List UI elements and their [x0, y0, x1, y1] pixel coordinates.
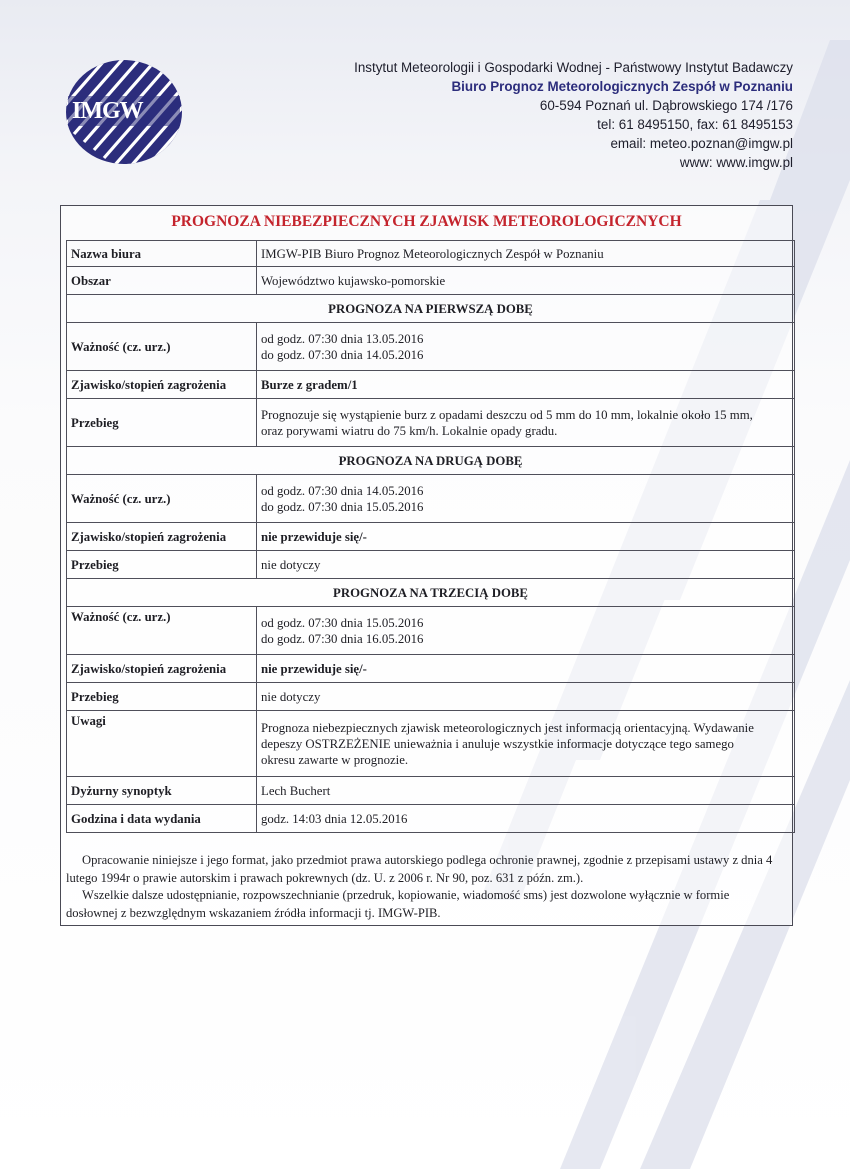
- imgw-logo: [64, 58, 184, 166]
- day1-validity-value: [257, 323, 795, 371]
- day1-phenomenon-row: [67, 371, 795, 399]
- day2-validity-from: od godz. 07:30 dnia 14.05.2016: [261, 483, 424, 498]
- issued-row: [67, 805, 795, 833]
- day1-heading: PROGNOZA NA PIERWSZĄ DOBĘ: [67, 295, 795, 323]
- day1-validity-from: od godz. 07:30 dnia 13.05.2016: [261, 331, 424, 346]
- day2-course-value: nie dotyczy: [257, 551, 795, 579]
- area-label: Obszar: [67, 267, 257, 295]
- day2-phenomenon-label: Zjawisko/stopień zagrożenia: [67, 523, 257, 551]
- day2-phenomenon-value: nie przewiduje się/-: [257, 523, 795, 551]
- remarks-line2: depeszy OSTRZEŻENIE unieważnia i anuluje wszystkie informacje dotyczące tego samego: [261, 736, 734, 751]
- day1-heading-row: [67, 295, 795, 323]
- day2-validity-to: do godz. 07:30 dnia 15.05.2016: [261, 499, 424, 514]
- day3-validity-row: [67, 607, 795, 655]
- synoptic-value: Lech Buchert: [257, 777, 795, 805]
- day2-validity-row: [67, 475, 795, 523]
- day3-validity-value: [257, 607, 795, 655]
- office-address: 60-594 Poznań ul. Dąbrowskiego 174 /176: [539, 98, 793, 113]
- day3-phenomenon-row: [67, 655, 795, 683]
- institute-header: [273, 58, 793, 172]
- day1-course-label: Przebieg: [67, 399, 257, 447]
- day1-validity-row: [67, 323, 795, 371]
- remarks-row: [67, 711, 795, 777]
- day3-course-label: Przebieg: [67, 683, 257, 711]
- row-area: [67, 267, 795, 295]
- day2-course-row: [67, 551, 795, 579]
- day3-validity-label: Ważność (cz. urz.): [67, 607, 257, 655]
- day1-course-row: [67, 399, 795, 447]
- remarks-value: [257, 711, 795, 777]
- office-email[interactable]: email: meteo.poznan@imgw.pl: [610, 136, 793, 151]
- day2-validity-value: [257, 475, 795, 523]
- day3-validity-from: od godz. 07:30 dnia 15.05.2016: [261, 615, 424, 630]
- day2-phenomenon-row: [67, 523, 795, 551]
- issued-label: Godzina i data wydania: [67, 805, 257, 833]
- office-label: Nazwa biura: [67, 241, 257, 267]
- day1-course-line2: oraz porywami wiatru do 75 km/h. Lokalnie opady gradu.: [261, 423, 558, 438]
- day1-phenomenon-label: Zjawisko/stopień zagrożenia: [67, 371, 257, 399]
- day3-phenomenon-label: Zjawisko/stopień zagrożenia: [67, 655, 257, 683]
- office-name: Biuro Prognoz Meteorologicznych Zespół w Poznaniu: [451, 79, 793, 94]
- remarks-line1: Prognoza niebezpiecznych zjawisk meteorologicznych jest informacją orientacyjną. Wydawanie: [261, 720, 754, 735]
- synoptic-row: [67, 777, 795, 805]
- office-website[interactable]: www: www.imgw.pl: [679, 155, 793, 170]
- area-value: Województwo kujawsko-pomorskie: [257, 267, 795, 295]
- distribution-note: Wszelkie dalsze udostępnianie, rozpowszechnianie (przedruk, kopiowanie, wiadomość sms) jest dozwolone wyłącznie w formie dosłownej z bezwzględnym wskazaniem źródła informacji tj. IMGW-PIB.: [66, 888, 730, 920]
- day1-validity-label: Ważność (cz. urz.): [67, 323, 257, 371]
- remarks-label: Uwagi: [67, 711, 257, 777]
- day3-course-row: [67, 683, 795, 711]
- day2-heading: PROGNOZA NA DRUGĄ DOBĘ: [67, 447, 795, 475]
- legal-footer: [66, 852, 784, 922]
- forecast-table: [66, 240, 795, 833]
- day1-course-value: [257, 399, 795, 447]
- day2-heading-row: [67, 447, 795, 475]
- office-value: IMGW-PIB Biuro Prognoz Meteorologicznych Zespół w Poznaniu: [257, 241, 795, 267]
- day2-validity-label: Ważność (cz. urz.): [67, 475, 257, 523]
- row-office: [67, 241, 795, 267]
- form-title: PROGNOZA NIEBEZPIECZNYCH ZJAWISK METEOROLOGICZNYCH: [171, 213, 682, 230]
- day3-phenomenon-value: nie przewiduje się/-: [257, 655, 795, 683]
- office-phone: tel: 61 8495150, fax: 61 8495153: [597, 117, 793, 132]
- day3-validity-to: do godz. 07:30 dnia 16.05.2016: [261, 631, 424, 646]
- day3-course-value: nie dotyczy: [257, 683, 795, 711]
- day3-heading-row: [67, 579, 795, 607]
- day1-course-line1: Prognozuje się wystąpienie burz z opadami deszczu od 5 mm do 10 mm, lokalnie około 15 mm,: [261, 407, 753, 422]
- synoptic-label: Dyżurny synoptyk: [67, 777, 257, 805]
- copyright-note: Opracowanie niniejsze i jego format, jako przedmiot prawa autorskiego podlega ochronie prawnej, zgodnie z przepisami ustawy z dnia 4 lutego 1994r o prawie autorskim i prawach pokrewnych (dz. U. z 2006 r. Nr 90, poz. 631 z późn. zm.).: [66, 853, 773, 885]
- logo-lettering: IMGW: [72, 98, 143, 124]
- day1-validity-to: do godz. 07:30 dnia 14.05.2016: [261, 347, 424, 362]
- day2-course-label: Przebieg: [67, 551, 257, 579]
- institute-name: Instytut Meteorologii i Gospodarki Wodnej - Państwowy Instytut Badawczy: [354, 60, 793, 75]
- remarks-line3: okresu zawarte w prognozie.: [261, 752, 409, 767]
- issued-value: godz. 14:03 dnia 12.05.2016: [257, 805, 795, 833]
- day1-phenomenon-value: Burze z gradem/1: [257, 371, 795, 399]
- day3-heading: PROGNOZA NA TRZECIĄ DOBĘ: [67, 579, 795, 607]
